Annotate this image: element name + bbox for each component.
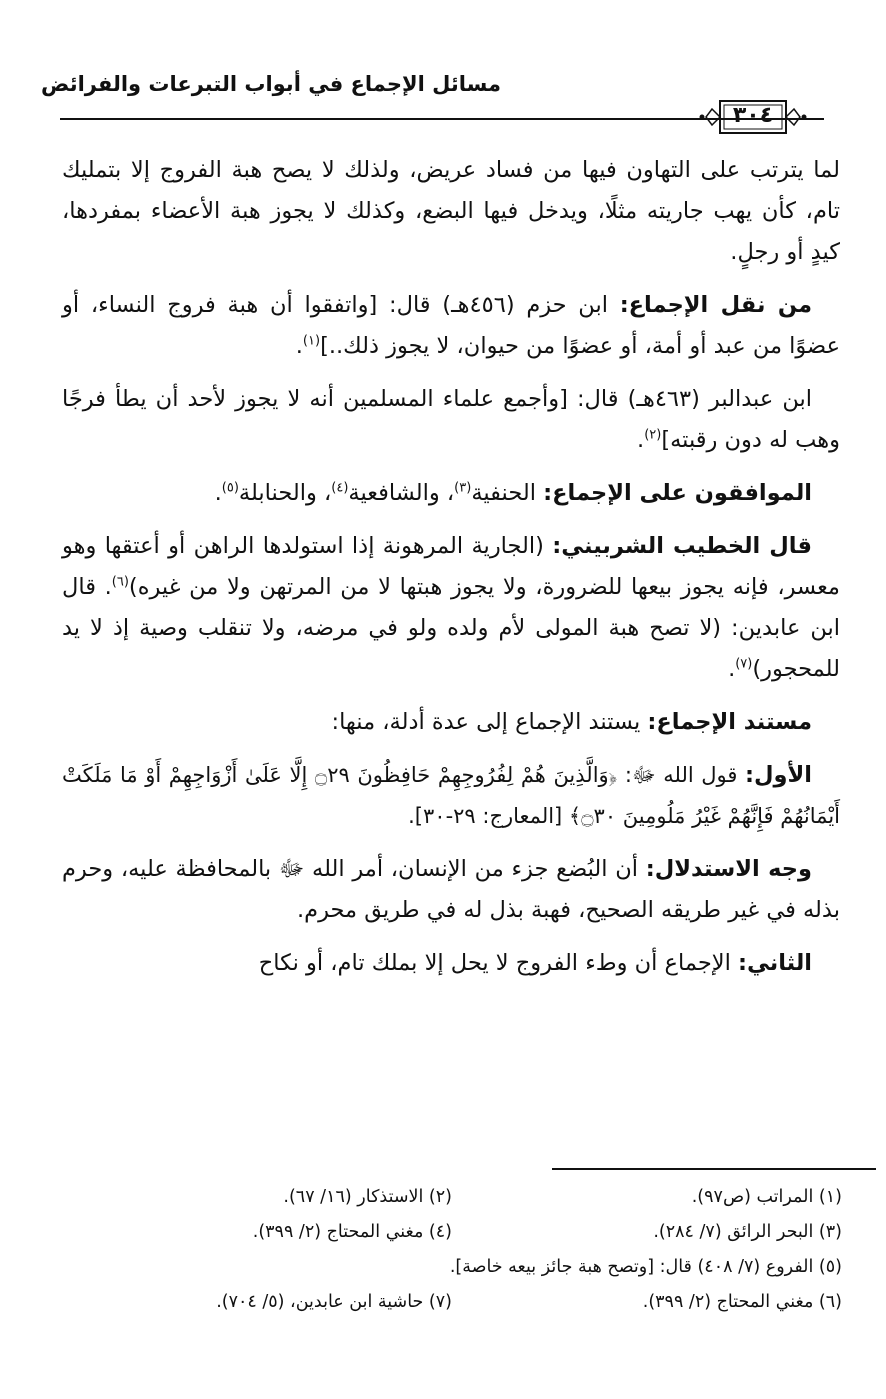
footnote-ref: (٣) xyxy=(454,480,472,496)
paragraph: لما يترتب على التهاون فيها من فساد عريض، ولذلك لا يصح هبة الفروج إلا بتمليك تام، كأن يهب جاريته مثلًا، ويدخل فيها البضع، وكذلك لا يجوز هبة الأعضاء بمفردها، كيدٍ أو رجلٍ. xyxy=(62,157,840,265)
page-number: ٣٠٤ xyxy=(732,103,774,128)
footnote-ref: (٤) xyxy=(331,480,349,496)
paragraph: ابن عبدالبر (٤٦٣هـ) قال: [وأجمع علماء المسلمين أنه لا يجوز لأحد أن يطأ فرجًا وهب له دون رقبته]$^{(٢)}$. xyxy=(62,386,840,453)
footnote: (٤) مغني المحتاج (٢/ ٣٩٩). xyxy=(252,1222,452,1242)
paragraph: قال الخطيب الشربيني: (الجارية المرهونة إذا استولدها الراهن أو أعتقها وهو معسر، فإنه يجوز بيعها للضرورة، ولا يجوز هبتها لا من المرتهن ولا من غيره)$^{(٦)}$. قال ابن عابدين: (لا تصح هبة المولى لأم ولده ولو في مرضه، ولا تنقلب وصية إذ لا يد للمحجور)$^{(٧)}$. xyxy=(62,533,840,682)
header-divider xyxy=(60,118,824,120)
paragraph-heading: الثاني: xyxy=(737,950,812,976)
paragraph-heading: الموافقون على الإجماع: xyxy=(543,480,812,506)
paragraph: مستند الإجماع: يستند الإجماع إلى عدة أدلة، منها: xyxy=(331,709,812,735)
footnote-ref: (٥) xyxy=(221,480,239,496)
footnote-ref: (٧) xyxy=(735,656,753,672)
paragraph-heading: من نقل الإجماع: xyxy=(619,292,813,318)
footnote-ref: (٦) xyxy=(111,574,129,590)
footnote-ref: (١) xyxy=(302,333,321,349)
paragraph-heading: وجه الاستدلال: xyxy=(645,856,812,882)
page-number-ornament xyxy=(698,97,808,137)
paragraph-heading: قال الخطيب الشربيني: xyxy=(552,533,812,559)
paragraph: الموافقون على الإجماع: الحنفية$^{(٣)}$، والشافعية$^{(٤)}$، والحنابلة$^{(٥)}$. xyxy=(214,480,812,506)
main-text xyxy=(62,150,840,996)
footnote: (١) المراتب (ص٩٧). xyxy=(691,1187,842,1207)
footnote: (٢) الاستذكار (١٦/ ٦٧). xyxy=(283,1187,452,1207)
paragraph xyxy=(62,755,840,837)
quran-quote: قول الله ﷻ: ﴿وَالَّذِينَ هُمْ لِفُرُوجِهِمْ حَافِظُونَ ۝٢٩ إِلَّا عَلَىٰ أَزْوَاجِهِمْ أَوْ مَا مَلَكَتْ أَيْمَانُهُمْ فَإِنَّهُمْ غَيْرُ مَلُومِينَ ۝٣٠﴾ [المعارج: ٢٩-٣٠]. xyxy=(62,763,840,828)
footnotes xyxy=(62,1180,842,1320)
running-header-title: مسائل الإجماع في أبواب التبرعات والفرائض xyxy=(41,72,501,96)
paragraph: الثاني: الإجماع أن وطء الفروج لا يحل إلا بملك تام، أو نكاح xyxy=(258,950,812,976)
footnote-ref: (٢) xyxy=(644,427,662,443)
paragraph: وجه الاستدلال: أن البُضع جزء من الإنسان، أمر الله ﷻ بالمحافظة عليه، وحرم بذله في غير طريقه الصحيح، فهبة بذل له في طريق محرم. xyxy=(62,856,840,923)
footnote-divider xyxy=(552,1168,876,1170)
paragraph-heading: مستند الإجماع: xyxy=(647,709,812,735)
footnote: (٧) حاشية ابن عابدين، (٥/ ٧٠٤). xyxy=(216,1292,452,1312)
footnote: (٥) الفروع (٧/ ٤٠٨) قال: [وتصح هبة جائز بيعه خاصة]. xyxy=(449,1257,842,1277)
paragraph: من نقل الإجماع: ابن حزم (٤٥٦هـ) قال: [واتفقوا أن هبة فروج النساء، أو عضوًا من عبد أو أمة، أو عضوًا من حيوان، لا يجوز ذلك..]$^{(١)}$. xyxy=(62,292,840,359)
paragraph-heading: الأول: xyxy=(745,762,812,788)
footnote: (٦) مغني المحتاج (٢/ ٣٩٩). xyxy=(642,1292,842,1312)
footnote: (٣) البحر الرائق (٧/ ٢٨٤). xyxy=(653,1222,842,1242)
